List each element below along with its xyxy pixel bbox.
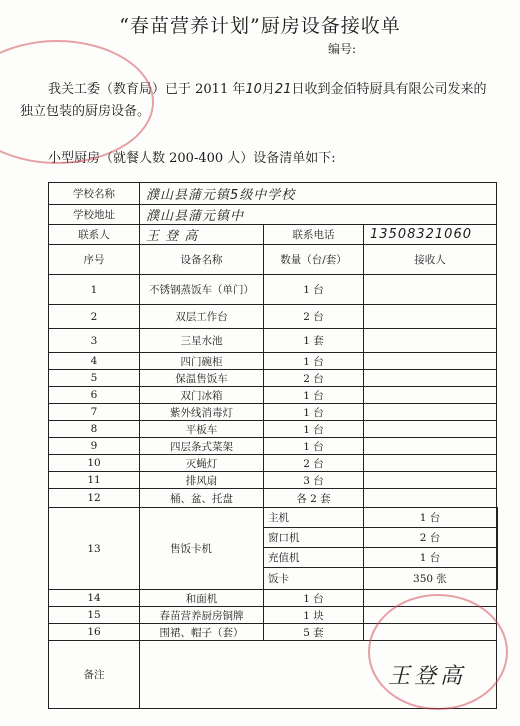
row-no: 15 (49, 607, 140, 624)
table-row (49, 275, 498, 305)
table-row (49, 455, 498, 472)
row-qty: 1 块 (264, 607, 364, 624)
row-no: 3 (49, 329, 140, 353)
row-no: 16 (49, 624, 140, 641)
row-qty: 各 2 套 (264, 489, 364, 508)
row-qty: 1 套 (264, 329, 364, 353)
row-no: 1 (49, 275, 140, 305)
table-row (49, 472, 498, 489)
table-row (49, 438, 498, 455)
card-machine-group (49, 508, 498, 590)
row-name: 三星水池 (140, 329, 264, 353)
table-header-row (49, 245, 498, 275)
table-row (49, 590, 498, 607)
row-name: 双门冰箱 (140, 387, 264, 404)
receipt-statement-line2: 独立包装的厨房设备。 (20, 104, 151, 119)
row-name: 围裙、帽子（套） (140, 624, 264, 641)
row-name: 四门碗柜 (140, 353, 264, 370)
header-receiver: 接收人 (364, 245, 497, 275)
row-qty: 2 台 (264, 370, 364, 387)
equipment-receipt-table (48, 182, 498, 709)
table-row (49, 489, 498, 508)
row-receiver (364, 353, 497, 370)
row-no: 11 (49, 472, 140, 489)
row-qty: 1 台 (264, 275, 364, 305)
sub-item-qty: 1 台 (364, 508, 497, 528)
equipment-list-intro: 小型厨房（就餐人数 200-400 人）设备清单如下: (48, 151, 336, 166)
handwritten-day: 21 (274, 82, 292, 97)
statement-prefix: 我关工委（教育局）已于 2011 年 (48, 82, 246, 97)
school-name-row (49, 183, 498, 205)
row-receiver (364, 275, 497, 305)
table-row (49, 387, 498, 404)
statement-suffix: 日收到金佰特厨具有限公司发来的 (291, 82, 487, 97)
sub-item-name: 主机 (264, 508, 364, 528)
school-address-value: 濮山县蒲元镇中 (140, 205, 497, 225)
row-qty: 2 台 (264, 305, 364, 329)
sub-item-qty: 1 台 (364, 548, 497, 568)
remarks-row (49, 641, 498, 709)
row-receiver (364, 387, 497, 404)
receipt-statement-line1 (48, 79, 486, 101)
row-name: 售饭卡机 (140, 508, 264, 590)
row-name: 不锈钢蒸饭车（单门） (140, 275, 264, 305)
row-receiver (364, 590, 497, 607)
table-row (49, 329, 498, 353)
row-receiver (364, 438, 497, 455)
row-receiver (364, 624, 497, 641)
row-qty: 1 台 (264, 438, 364, 455)
row-receiver (364, 455, 497, 472)
row-qty: 1 台 (264, 353, 364, 370)
table-row (49, 607, 498, 624)
row-no: 4 (49, 353, 140, 370)
contact-value: 王 登 高 (140, 225, 264, 245)
row-no: 10 (49, 455, 140, 472)
table-row (49, 421, 498, 438)
row-name: 春苗营养厨房铜牌 (140, 607, 264, 624)
row-receiver (497, 508, 498, 590)
row-name: 桶、盆、托盘 (140, 489, 264, 508)
school-address-row (49, 205, 498, 225)
contact-row (49, 225, 498, 245)
row-qty: 1 台 (264, 404, 364, 421)
school-name-value: 濮山县蒲元镇5级中学校 (140, 183, 497, 205)
handwritten-month: 10 (245, 82, 262, 97)
remarks-label: 备注 (49, 641, 140, 709)
row-no: 2 (49, 305, 140, 329)
row-name: 四层条式菜架 (140, 438, 264, 455)
phone-value: 13508321060 (364, 225, 497, 245)
row-receiver (364, 607, 497, 624)
row-no: 14 (49, 590, 140, 607)
table-row (49, 508, 498, 528)
row-name: 和面机 (140, 590, 264, 607)
row-no: 7 (49, 404, 140, 421)
table-row (49, 370, 498, 387)
row-name: 排风扇 (140, 472, 264, 489)
header-qty: 数量（台/套） (264, 245, 364, 275)
row-no: 9 (49, 438, 140, 455)
row-receiver (364, 404, 497, 421)
table-row (49, 305, 498, 329)
row-qty: 3 台 (264, 472, 364, 489)
signature: 王登高 (387, 664, 466, 689)
row-receiver (364, 421, 497, 438)
remarks-value (140, 641, 497, 709)
table-row (49, 624, 498, 641)
phone-label: 联系电话 (264, 225, 364, 245)
row-no: 5 (49, 370, 140, 387)
row-name: 保温售饭车 (140, 370, 264, 387)
sub-item-name: 饭卡 (264, 568, 364, 590)
month-unit: 月 (261, 82, 275, 97)
row-no: 6 (49, 387, 140, 404)
school-address-label: 学校地址 (49, 205, 140, 225)
contact-label: 联系人 (49, 225, 140, 245)
table-row (49, 404, 498, 421)
row-no: 12 (49, 489, 140, 508)
sub-item-name: 充值机 (264, 548, 364, 568)
sub-item-name: 窗口机 (264, 528, 364, 548)
row-name: 灭蝇灯 (140, 455, 264, 472)
header-no: 序号 (49, 245, 140, 275)
row-qty: 1 台 (264, 387, 364, 404)
serial-number-label: 编号: (328, 42, 357, 56)
row-receiver (364, 329, 497, 353)
document-title: “春苗营养计划”厨房设备接收单 (119, 15, 401, 37)
row-qty: 1 台 (264, 590, 364, 607)
equipment-rows (49, 275, 498, 508)
table-row (49, 353, 498, 370)
row-name: 平板车 (140, 421, 264, 438)
row-name: 紫外线消毒灯 (140, 404, 264, 421)
row-no: 13 (49, 508, 140, 590)
row-no: 8 (49, 421, 140, 438)
header-name: 设备名称 (140, 245, 264, 275)
row-receiver (364, 472, 497, 489)
row-receiver (364, 305, 497, 329)
row-qty: 1 台 (264, 421, 364, 438)
row-receiver (364, 370, 497, 387)
sub-item-qty: 350 张 (364, 568, 497, 590)
row-name: 双层工作台 (140, 305, 264, 329)
school-name-label: 学校名称 (49, 183, 140, 205)
equipment-rows-tail (49, 590, 498, 641)
row-receiver (364, 489, 497, 508)
row-qty: 2 台 (264, 455, 364, 472)
sub-item-qty: 2 台 (364, 528, 497, 548)
row-qty: 5 套 (264, 624, 364, 641)
